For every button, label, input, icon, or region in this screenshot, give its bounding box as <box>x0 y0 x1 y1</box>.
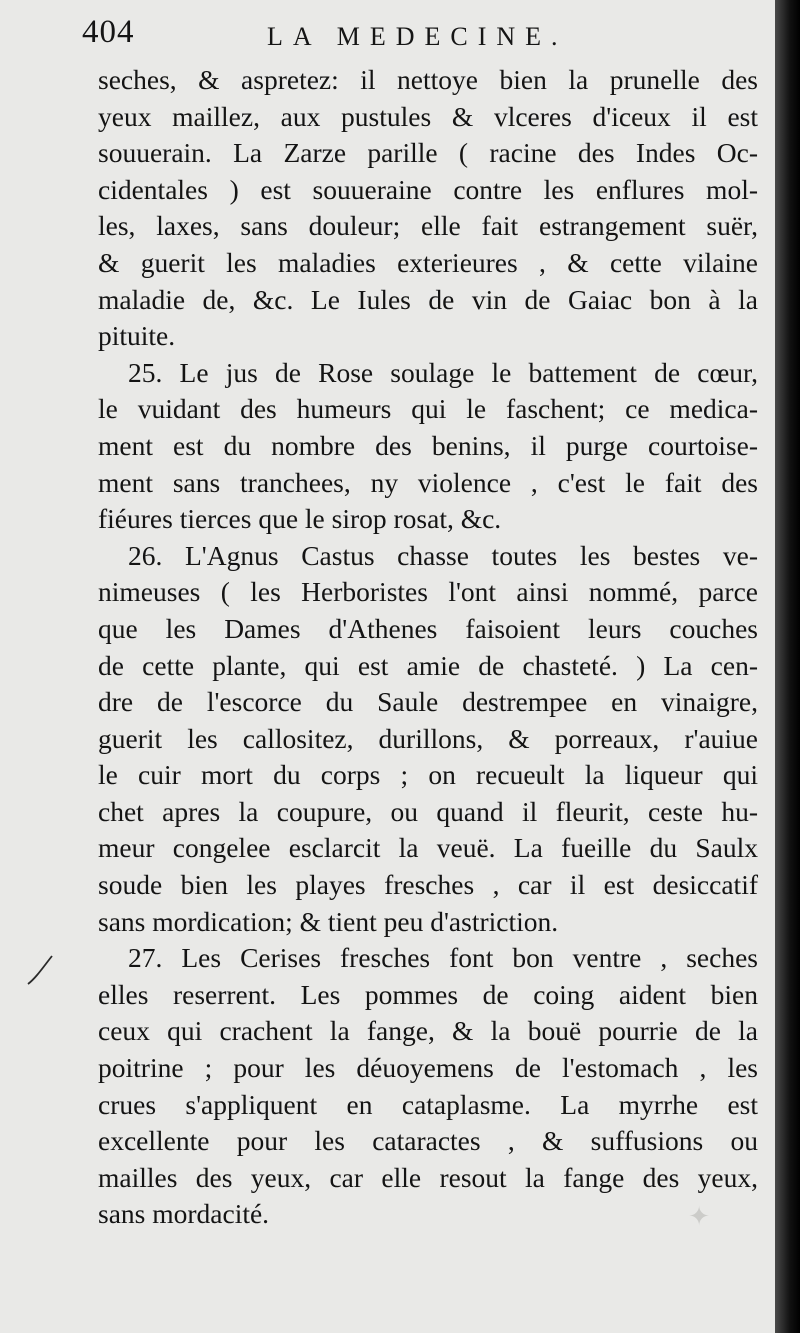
text-line: que les Dames d'Athenes faisoient leurs couches <box>98 612 758 644</box>
text-line: maladie de, &c. Le Iules de vin de Gaiac bon à la <box>98 283 758 315</box>
text-line: sans mordacité. <box>98 1198 270 1230</box>
text-line: fiéures tierces que le sirop rosat, &c. <box>98 503 502 535</box>
paragraph-start-26: 26. L'Agnus Castus chasse toutes les bestes ve- <box>128 539 758 571</box>
pen-mark-icon <box>22 950 62 990</box>
text-line: poitrine ; pour les déuoyemens de l'estomach , les <box>98 1052 758 1084</box>
text-line: mailles des yeux, car elle resout la fange des yeux, <box>98 1161 758 1193</box>
text-line: dre de l'escorce du Saule destrempee en vinaigre, <box>98 686 758 718</box>
text-line: ment est du nombre des benins, il purge courtoise- <box>98 429 758 461</box>
text-line: ment sans tranchees, ny violence , c'est le fait des <box>98 466 758 498</box>
text-line: cidentales ) est souueraine contre les enflures mol- <box>98 173 758 205</box>
paragraph-start-25: 25. Le jus de Rose soulage le battement de cœur, <box>128 356 758 388</box>
page-number: 404 <box>82 14 135 50</box>
text-line: guerit les callositez, durillons, & porreaux, r'auiue <box>98 722 758 754</box>
running-title: LA MEDECINE. <box>267 22 568 51</box>
text-line: crues s'appliquent en cataplasme. La myrrhe est <box>98 1088 758 1120</box>
text-line: elles reserrent. Les pommes de coing aident bien <box>98 978 758 1010</box>
text-line: yeux maillez, aux pustules & vlceres d'iceux il est <box>98 100 758 132</box>
page-header <box>82 14 722 54</box>
text-line: le cuir mort du corps ; on recueult la liqueur qui <box>98 759 758 791</box>
text-line: le vuidant des humeurs qui le faschent; ce medica- <box>98 393 758 425</box>
text-line: seches, & aspretez: il nettoye bien la prunelle des <box>98 64 758 95</box>
text-line: de cette plante, qui est amie de chasteté. ) La cen- <box>98 649 758 681</box>
text-line: chet apres la coupure, ou quand il fleurit, ceste hu- <box>98 795 758 827</box>
text-line: soude bien les playes fresches , car il est desiccatif <box>98 869 758 901</box>
text-line: nimeuses ( les Herboristes l'ont ainsi nommé, parce <box>98 576 758 608</box>
page-edge-shadow <box>775 0 800 1333</box>
text-line: pituite. <box>98 320 176 352</box>
text-line: souuerain. La Zarze parille ( racine des Indes Oc- <box>98 137 758 169</box>
text-line: excellente pour les cataractes , & suffusions ou <box>98 1125 758 1157</box>
text-line: & guerit les maladies exterieures , & cette vilaine <box>98 246 758 278</box>
text-line: ceux qui crachent la fange, & la bouë pourrie de la <box>98 1015 758 1047</box>
paragraph-start-27: 27. Les Cerises fresches font bon ventre , seches <box>128 942 758 974</box>
text-line: les, laxes, sans douleur; elle fait estrangement suër, <box>98 210 758 242</box>
show-through-text: ✦ <box>688 1202 710 1232</box>
body-text <box>98 62 758 1233</box>
text-line: meur congelee esclarcit la veuë. La fueille du Saulx <box>98 832 758 864</box>
text-line: sans mordication; & tient peu d'astriction. <box>98 905 559 937</box>
